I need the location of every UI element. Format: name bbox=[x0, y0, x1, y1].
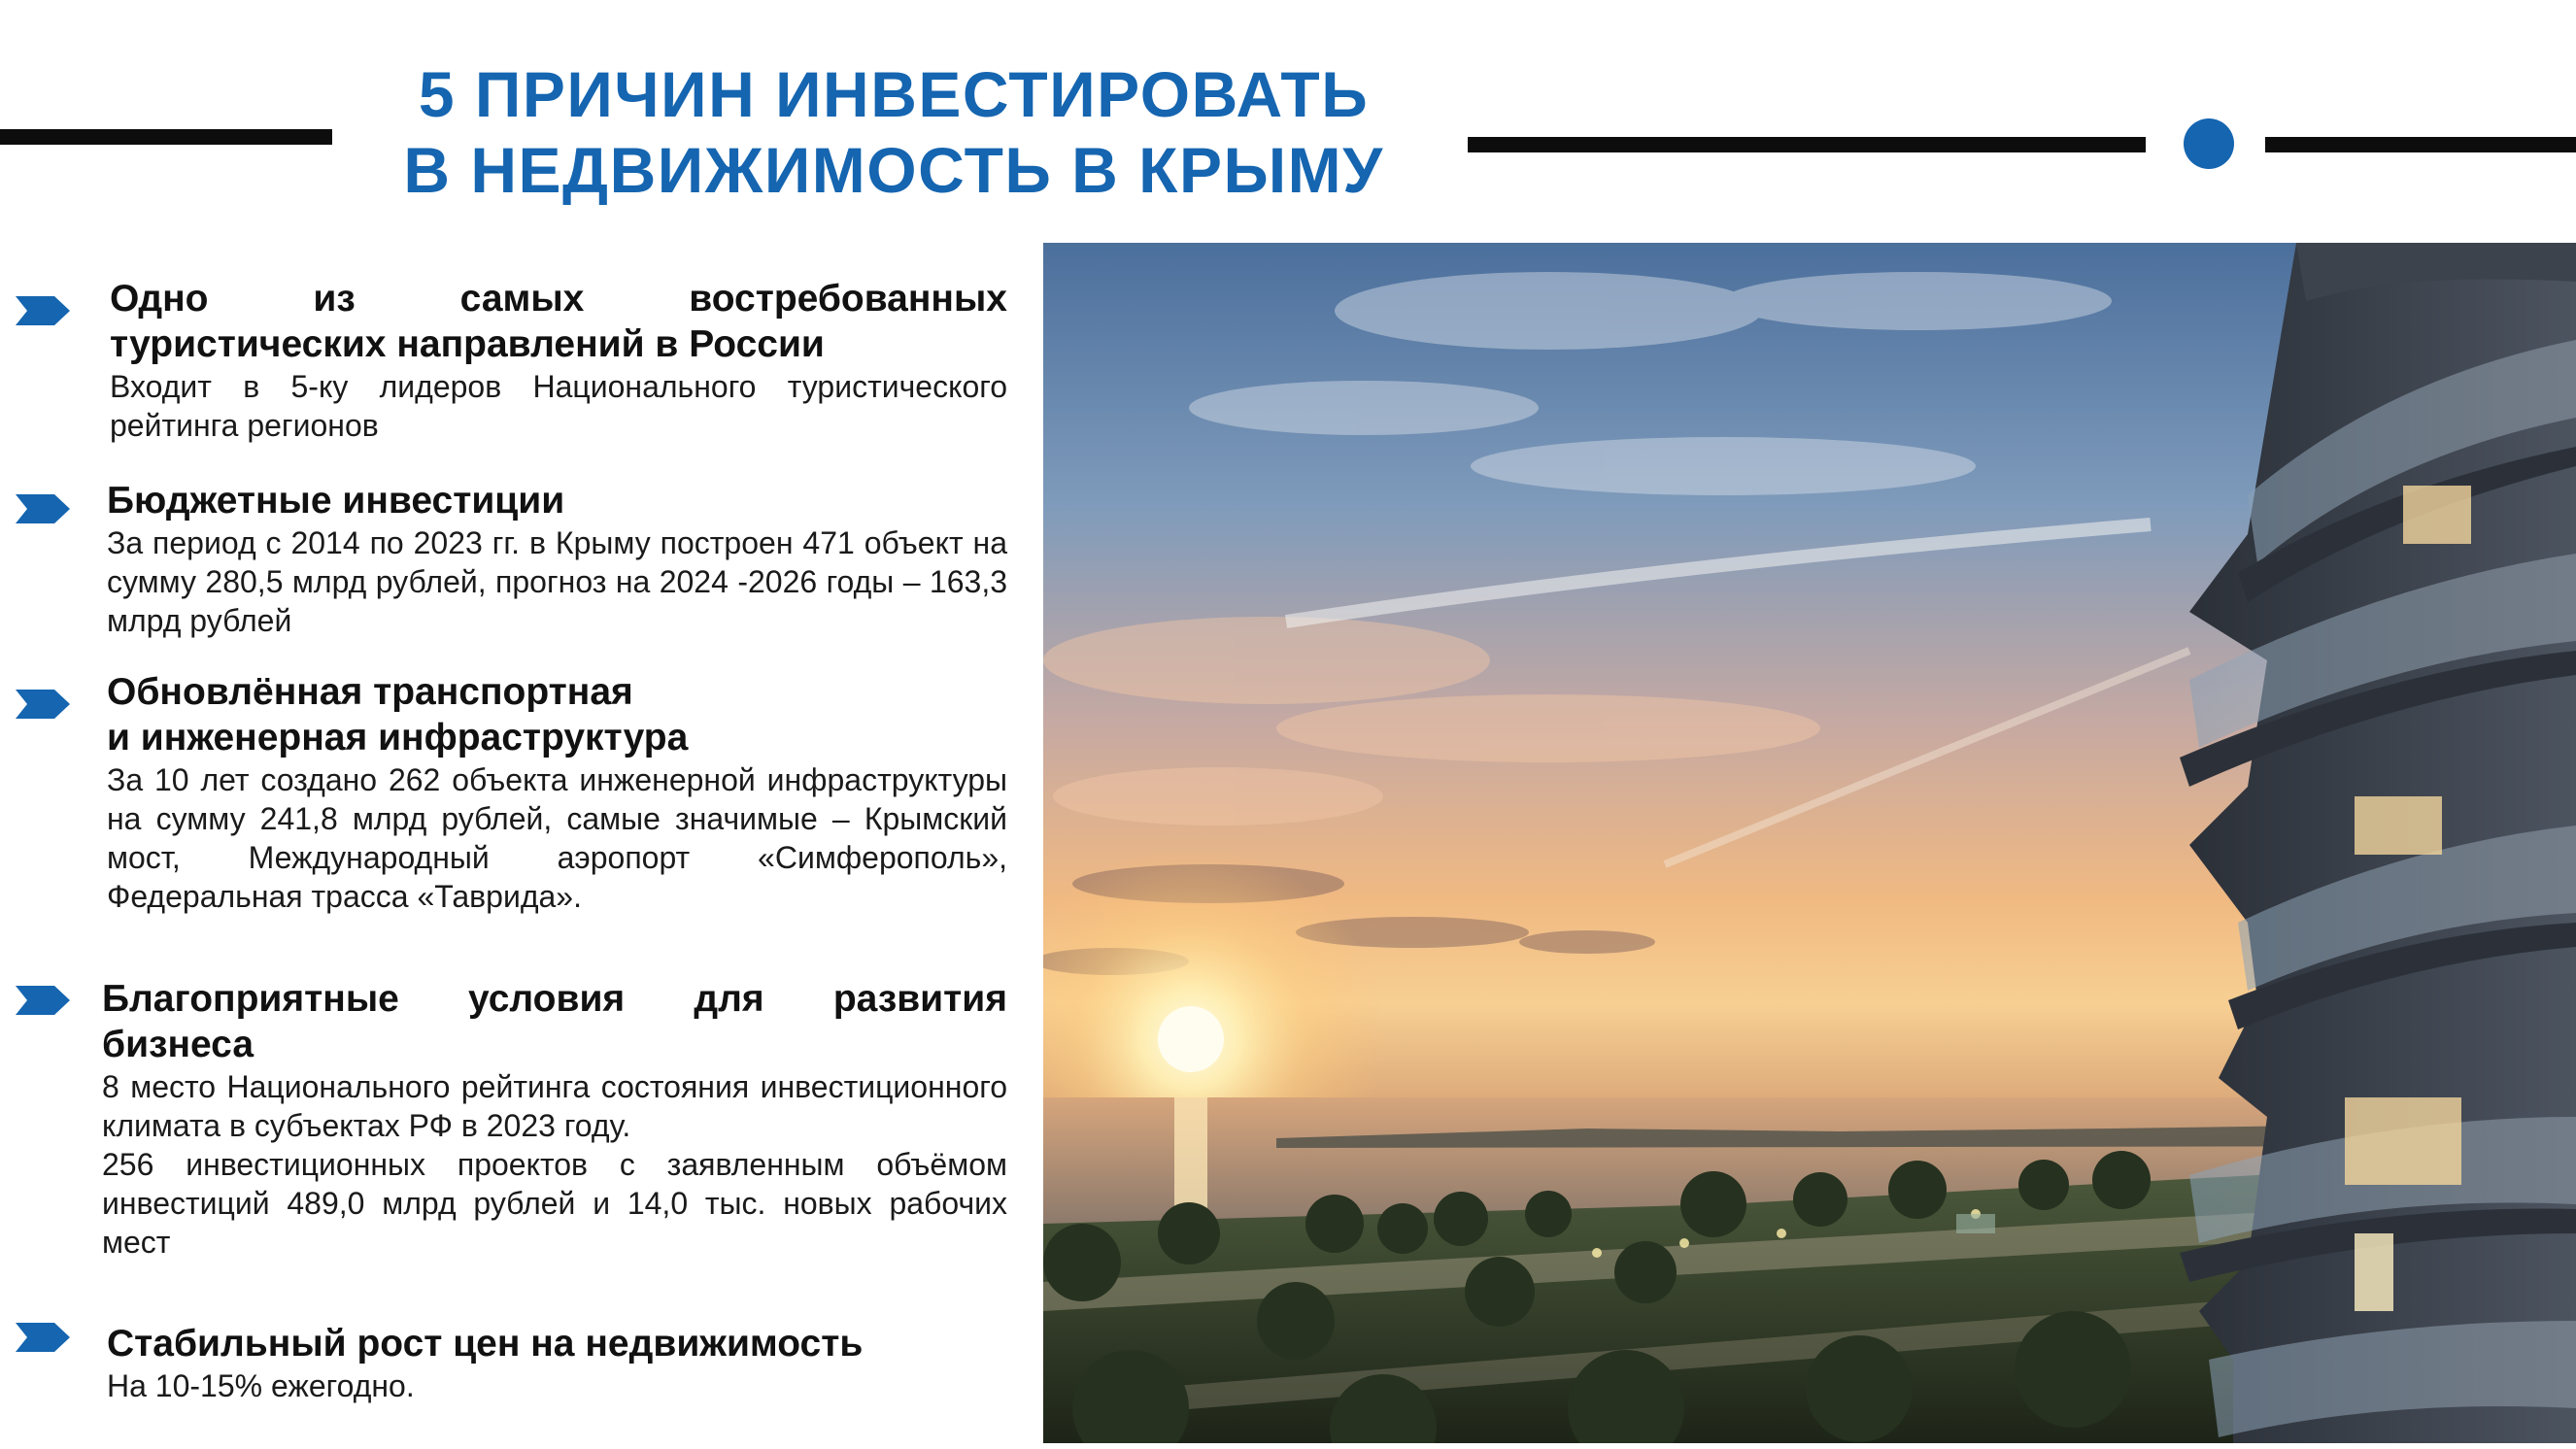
reason-heading-cont: и инженерная инфраструктура bbox=[107, 717, 689, 758]
reason-heading: Бюджетные инвестиции bbox=[107, 480, 565, 522]
reason-4 bbox=[102, 976, 1007, 1262]
reason-heading: Благоприятные условия для развития bbox=[102, 978, 1007, 1020]
photo-illustration bbox=[1043, 243, 2576, 1443]
reason-3 bbox=[107, 669, 1007, 916]
chevron-right-icon bbox=[16, 690, 70, 719]
reason-heading-cont: туристических направлений в России bbox=[110, 323, 825, 365]
title-line-1: 5 ПРИЧИН ИНВЕСТИРОВАТЬ bbox=[418, 58, 1370, 130]
header-rule-right bbox=[2265, 137, 2576, 152]
header-dot bbox=[2184, 118, 2234, 169]
title-line-2: В НЕДВИЖИМОСТЬ В КРЫМУ bbox=[403, 134, 1384, 206]
reason-description: За 10 лет создано 262 объекта инженерной инфраструктуры на сумму 241,8 млрд рублей, самые значимые – Крымский мост, Международный аэропорт «Симферополь», Федеральная трасса «Таврида». bbox=[107, 762, 1007, 914]
reason-description: Входит в 5-ку лидеров Национального туристического рейтинга регионов bbox=[110, 369, 1007, 443]
reason-heading: Обновлённая транспортная bbox=[107, 671, 633, 713]
chevron-right-icon bbox=[16, 986, 70, 1015]
reason-description: За период с 2014 по 2023 гг. в Крыму построен 471 объект на сумму 280,5 млрд рублей, прогноз на 2024 -2026 годы – 163,3 млрд рублей bbox=[107, 525, 1007, 638]
reason-2 bbox=[107, 478, 1007, 640]
reason-description: 8 место Национального рейтинга состояния инвестиционного климата в субъектах РФ в 2023 году. bbox=[102, 1069, 1007, 1143]
reason-description: На 10-15% ежегодно. bbox=[107, 1368, 415, 1403]
reason-heading: Стабильный рост цен на недвижимость bbox=[107, 1323, 864, 1365]
chevron-right-icon bbox=[16, 296, 70, 325]
chevron-right-icon bbox=[16, 1323, 70, 1352]
sunset-building-photo bbox=[1043, 243, 2576, 1443]
reason-heading: Одно из самых востребованных bbox=[110, 278, 1007, 320]
reason-1 bbox=[110, 276, 1007, 445]
page-title bbox=[0, 56, 1787, 208]
reason-description-2: 256 инвестиционных проектов с заявленным объёмом инвестиций 489,0 млрд рублей и 14,0 тыс. новых рабочих мест bbox=[102, 1147, 1007, 1260]
chevron-right-icon bbox=[16, 494, 70, 523]
reason-5 bbox=[107, 1321, 1007, 1405]
reason-heading-cont: бизнеса bbox=[102, 1024, 254, 1065]
